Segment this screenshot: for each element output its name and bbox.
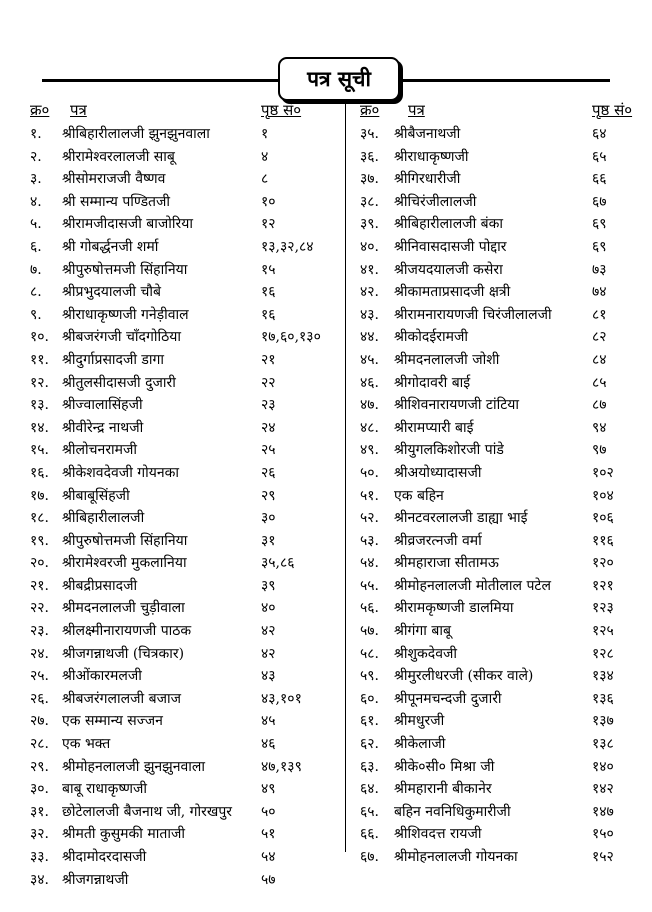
list-item bbox=[30, 258, 348, 281]
list-item bbox=[30, 122, 348, 145]
entry-title: श्रीमधुरजी bbox=[394, 713, 445, 730]
list-item bbox=[30, 190, 348, 213]
entry-title: श्रीमती कुसुमकी माताजी bbox=[62, 826, 185, 843]
entry-page: ५१ bbox=[261, 826, 276, 843]
entry-number: ४५. bbox=[360, 351, 380, 368]
entry-title: श्रीबिहारीलालजी बंका bbox=[394, 216, 504, 233]
list-item bbox=[360, 212, 642, 235]
entry-title: श्रीबिहारीलालजी bbox=[62, 510, 145, 527]
entry-title: श्री सम्मान्य पण्डितजी bbox=[62, 193, 171, 210]
list-item bbox=[30, 642, 348, 665]
entry-title: श्रीगिरधारीजी bbox=[394, 171, 461, 188]
entry-number: ३१. bbox=[30, 803, 50, 820]
entry-page: १३,३२,८४ bbox=[261, 238, 314, 255]
entry-page: ६६ bbox=[592, 171, 607, 188]
entry-title: श्रीमुरलीधरजी (सीकर वाले) bbox=[394, 668, 534, 685]
list-item bbox=[30, 596, 348, 619]
list-item bbox=[360, 845, 642, 868]
list-item bbox=[30, 574, 348, 597]
entry-title: श्रीचिरंजीलालजी bbox=[394, 193, 477, 210]
list-item bbox=[360, 280, 642, 303]
list-item bbox=[360, 325, 642, 348]
entry-number: १२. bbox=[30, 374, 50, 391]
entry-number: ३२. bbox=[30, 826, 50, 843]
entry-page: ४२ bbox=[261, 623, 276, 640]
entry-page: १० bbox=[261, 193, 276, 210]
entry-page: ६४ bbox=[592, 126, 607, 142]
entry-page: ५० bbox=[261, 803, 276, 820]
entry-page: २५ bbox=[261, 442, 276, 459]
list-item bbox=[30, 619, 348, 642]
entry-title: श्रीकेशवदेवजी गोयनका bbox=[62, 464, 180, 481]
entry-page: १७,६०,१३० bbox=[261, 329, 321, 346]
list-item bbox=[360, 642, 642, 665]
entry-number: ३९. bbox=[360, 216, 380, 233]
entry-number: १. bbox=[30, 126, 42, 142]
entry-title: श्रीज्वालासिंहजी bbox=[62, 397, 143, 414]
entry-number: ३८. bbox=[360, 193, 380, 210]
list-item bbox=[30, 484, 348, 507]
header-title: पत्र bbox=[70, 101, 87, 119]
entry-number: ४८. bbox=[360, 419, 380, 436]
entry-title: श्रीमहारानी बीकानेर bbox=[394, 781, 492, 798]
list-item bbox=[30, 167, 348, 190]
entry-number: ३७. bbox=[360, 171, 380, 188]
list-item bbox=[30, 280, 348, 303]
entry-title: श्रीराधाकृष्णजी गनेड़ीवाल bbox=[62, 306, 189, 323]
list-item bbox=[30, 348, 348, 371]
entry-number: १३. bbox=[30, 397, 50, 414]
entry-page: १२८ bbox=[592, 645, 614, 662]
entry-page: १२ bbox=[261, 216, 276, 233]
entry-title: श्रीके०सी० मिश्रा जी bbox=[394, 758, 495, 775]
list-item bbox=[360, 303, 642, 326]
entry-page: ४९ bbox=[261, 781, 276, 798]
entry-page: ९४ bbox=[592, 419, 607, 436]
entry-page: १४० bbox=[592, 758, 614, 775]
entry-number: ४०. bbox=[360, 238, 380, 255]
entry-page: १०२ bbox=[592, 464, 614, 481]
entry-title: श्रीमोहनलालजी गोयनका bbox=[394, 849, 518, 865]
entry-title: श्रीकोदईरामजी bbox=[394, 329, 468, 346]
list-item bbox=[360, 529, 642, 552]
list-item bbox=[30, 506, 348, 529]
list-item bbox=[30, 461, 348, 484]
entry-number: ४१. bbox=[360, 261, 380, 278]
entry-number: २. bbox=[30, 148, 42, 165]
entry-title: श्रीपुरुषोत्तमजी सिंहानिया bbox=[62, 261, 188, 278]
right-letter-list bbox=[360, 122, 642, 868]
entry-number: १४. bbox=[30, 419, 50, 436]
entry-number: ८. bbox=[30, 284, 42, 301]
entry-page: १२५ bbox=[592, 623, 614, 640]
list-item bbox=[360, 190, 642, 213]
list-item bbox=[360, 551, 642, 574]
entry-number: ४३. bbox=[360, 306, 380, 323]
entry-number: ४. bbox=[30, 193, 42, 210]
entry-number: ६. bbox=[30, 238, 42, 255]
entry-page: २४ bbox=[261, 419, 276, 436]
list-item bbox=[30, 416, 348, 439]
list-item bbox=[360, 348, 642, 371]
entry-number: ५८. bbox=[360, 645, 380, 662]
entry-page: ११६ bbox=[592, 532, 614, 549]
entry-title: श्रीरामप्यारी बाई bbox=[394, 419, 474, 436]
entry-title: श्रीप्रभुदयालजी चौबे bbox=[62, 284, 161, 301]
entry-title: श्रीकामताप्रसादजी क्षत्री bbox=[394, 284, 511, 301]
entry-page: १०६ bbox=[592, 510, 614, 527]
entry-number: ५२. bbox=[360, 510, 380, 527]
entry-title: एक भक्त bbox=[62, 736, 111, 753]
entry-page: १५ bbox=[261, 261, 276, 278]
right-header bbox=[360, 98, 642, 122]
entry-title: बहिन नवनिधिकुमारीजी bbox=[394, 803, 511, 820]
entry-number: ५४. bbox=[360, 555, 380, 572]
entry-page: ३१ bbox=[261, 532, 276, 549]
entry-title: श्रीरामकृष्णजी डालमिया bbox=[394, 600, 514, 617]
header-page: पृष्ठ सं० bbox=[261, 101, 302, 119]
list-item bbox=[360, 461, 642, 484]
entry-title: श्रीबिहारीलालजी झुनझुनवाला bbox=[62, 126, 210, 142]
list-item bbox=[360, 822, 642, 845]
entry-title: श्रीमदनलालजी चुड़ीवाला bbox=[62, 600, 185, 617]
entry-number: ४७. bbox=[360, 397, 380, 414]
entry-page: १२० bbox=[592, 555, 614, 572]
entry-number: ७. bbox=[30, 261, 42, 278]
entry-title: श्रीबजरंगलालजी बजाज bbox=[62, 690, 181, 707]
list-item bbox=[360, 574, 642, 597]
list-item bbox=[30, 709, 348, 732]
list-item bbox=[30, 235, 348, 258]
list-item bbox=[30, 212, 348, 235]
entry-page: ५४ bbox=[261, 849, 276, 865]
entry-number: ५५. bbox=[360, 577, 380, 594]
entry-number: २६. bbox=[30, 690, 50, 707]
list-item bbox=[360, 596, 642, 619]
entry-page: ८१ bbox=[592, 306, 607, 323]
list-item bbox=[30, 438, 348, 461]
entry-title: श्रीजयदयालजी कसेरा bbox=[394, 261, 503, 278]
entry-title: श्रीरामजीदासजी बाजोरिया bbox=[62, 216, 193, 233]
entry-title: एक सम्मान्य सज्जन bbox=[62, 713, 163, 730]
entry-number: ६०. bbox=[360, 690, 380, 707]
entry-number: ४४. bbox=[360, 329, 380, 346]
entry-page: १५० bbox=[592, 826, 614, 843]
entry-title: श्रीशिवनारायणजी टांटिया bbox=[394, 397, 520, 414]
entry-title: श्रीगंगा बाबू bbox=[394, 623, 451, 640]
entry-page: ५७ bbox=[261, 871, 276, 888]
list-item bbox=[360, 145, 642, 168]
entry-number: ६१. bbox=[360, 713, 380, 730]
entry-title: श्रीबद्रीप्रसादजी bbox=[62, 577, 138, 594]
entry-page: ९७ bbox=[592, 442, 607, 459]
page-title: पत्र सूची bbox=[278, 57, 400, 101]
entry-title: श्रीमदनलालजी जोशी bbox=[394, 351, 500, 368]
entry-page: १६ bbox=[261, 284, 276, 301]
entry-page: ४७,१३९ bbox=[261, 758, 302, 775]
entry-number: ३६. bbox=[360, 148, 380, 165]
list-item bbox=[30, 868, 348, 891]
entry-title: श्रीनिवासदासजी पोद्दार bbox=[394, 238, 507, 255]
list-item bbox=[360, 619, 642, 642]
entry-title: श्रीमोहनलालजी झुनझुनवाला bbox=[62, 758, 206, 775]
entry-page: १२३ bbox=[592, 600, 614, 617]
left-header bbox=[30, 98, 348, 122]
left-column bbox=[30, 98, 348, 890]
entry-number: २३. bbox=[30, 623, 50, 640]
entry-number: २४. bbox=[30, 645, 50, 662]
list-item bbox=[30, 800, 348, 823]
entry-title: श्रीनटवरलालजी डाह्या भाई bbox=[394, 510, 528, 527]
entry-page: १३८ bbox=[592, 736, 614, 753]
entry-number: ६३. bbox=[360, 758, 380, 775]
list-item bbox=[360, 800, 642, 823]
entry-page: १५२ bbox=[592, 849, 614, 865]
entry-title: श्रीपूनमचन्दजी दुजारी bbox=[394, 690, 502, 707]
entry-page: ३५,८६ bbox=[261, 555, 295, 572]
entry-title: श्रीगोदावरी बाई bbox=[394, 374, 471, 391]
entry-page: १३४ bbox=[592, 668, 614, 685]
list-item bbox=[30, 845, 348, 868]
entry-title: श्रीदामोदरदासजी bbox=[62, 849, 147, 865]
entry-page: ६९ bbox=[592, 216, 607, 233]
entry-title: श्री गोबर्द्धनजी शर्मा bbox=[62, 238, 159, 255]
entry-page: ३० bbox=[261, 510, 276, 527]
entry-title: श्रीराधाकृष्णजी bbox=[394, 148, 469, 165]
entry-number: २५. bbox=[30, 668, 50, 685]
entry-page: ६५ bbox=[592, 148, 607, 165]
entry-page: ४ bbox=[261, 148, 269, 165]
entry-number: १५. bbox=[30, 442, 50, 459]
entry-title: श्रीयुगलकिशोरजी पांडे bbox=[394, 442, 504, 459]
entry-page: ६९ bbox=[592, 238, 607, 255]
entry-number: ६४. bbox=[360, 781, 380, 798]
entry-page: ८४ bbox=[592, 351, 607, 368]
right-column bbox=[360, 98, 642, 868]
entry-page: १४२ bbox=[592, 781, 614, 798]
list-item bbox=[360, 235, 642, 258]
entry-number: ३०. bbox=[30, 781, 50, 798]
entry-title: श्रीशुकदेवजी bbox=[394, 645, 458, 662]
entry-page: ४२ bbox=[261, 645, 276, 662]
entry-number: २७. bbox=[30, 713, 50, 730]
left-letter-list bbox=[30, 122, 348, 890]
entry-title: एक बहिन bbox=[394, 487, 444, 504]
entry-number: ११. bbox=[30, 351, 50, 368]
list-item bbox=[30, 777, 348, 800]
entry-number: २१. bbox=[30, 577, 50, 594]
entry-number: ६२. bbox=[360, 736, 380, 753]
entry-page: २३ bbox=[261, 397, 276, 414]
entry-title: श्रीरामेश्वरजी मुकलानिया bbox=[62, 555, 187, 572]
list-item bbox=[30, 393, 348, 416]
entry-title: श्रीमहाराजा सीतामऊ bbox=[394, 555, 499, 572]
list-item bbox=[360, 484, 642, 507]
list-item bbox=[30, 664, 348, 687]
entry-number: २९. bbox=[30, 758, 50, 775]
list-item bbox=[30, 822, 348, 845]
entry-page: २६ bbox=[261, 464, 276, 481]
entry-number: ४९. bbox=[360, 442, 380, 459]
entry-number: ६६. bbox=[360, 826, 380, 843]
entry-title: श्रीतुलसीदासजी दुजारी bbox=[62, 374, 176, 391]
entry-title: छोटेलालजी बैजनाथ जी, गोरखपुर bbox=[62, 803, 233, 820]
list-item bbox=[360, 416, 642, 439]
list-item bbox=[360, 687, 642, 710]
entry-number: ६७. bbox=[360, 849, 380, 865]
entry-number: १६. bbox=[30, 464, 50, 481]
list-item bbox=[30, 303, 348, 326]
list-item bbox=[30, 551, 348, 574]
list-item bbox=[30, 529, 348, 552]
entry-title: श्रीबाबूसिंहजी bbox=[62, 487, 130, 504]
entry-title: श्रीलोचनरामजी bbox=[62, 442, 138, 459]
entry-title: श्रीजगन्नाथजी bbox=[62, 871, 129, 888]
entry-number: १७. bbox=[30, 487, 50, 504]
list-item bbox=[360, 167, 642, 190]
list-item bbox=[360, 664, 642, 687]
entry-title: श्रीरामेश्वरलालजी साबू bbox=[62, 148, 175, 165]
entry-number: ३४. bbox=[30, 871, 50, 888]
entry-number: ३. bbox=[30, 171, 42, 188]
entry-page: ७४ bbox=[592, 284, 607, 301]
entry-number: २८. bbox=[30, 736, 50, 753]
list-item bbox=[360, 709, 642, 732]
entry-number: १०. bbox=[30, 329, 50, 346]
list-item bbox=[360, 755, 642, 778]
entry-number: ५१. bbox=[360, 487, 380, 504]
entry-page: ४५ bbox=[261, 713, 276, 730]
list-item bbox=[30, 732, 348, 755]
entry-number: १९. bbox=[30, 532, 50, 549]
entry-number: ४६. bbox=[360, 374, 380, 391]
header-number: क्र० bbox=[360, 101, 380, 119]
entry-title: श्रीव्रजरत्नजी वर्मा bbox=[394, 532, 482, 549]
entry-number: ५. bbox=[30, 216, 42, 233]
header-page: पृष्ठ सं० bbox=[592, 101, 633, 119]
entry-title: श्रीबैजनाथजी bbox=[394, 126, 461, 142]
entry-page: १६ bbox=[261, 306, 276, 323]
entry-number: ५०. bbox=[360, 464, 380, 481]
entry-page: ६७ bbox=[592, 193, 607, 210]
entry-number: ३५. bbox=[360, 126, 380, 142]
entry-page: ८ bbox=[261, 171, 269, 188]
entry-title: श्रीसोमराजजी वैष्णव bbox=[62, 171, 166, 188]
list-item bbox=[360, 777, 642, 800]
entry-title: श्रीबजरंगजी चाँदगोठिया bbox=[62, 329, 181, 346]
list-item bbox=[30, 687, 348, 710]
list-item bbox=[360, 732, 642, 755]
entry-title: श्रीदुर्गाप्रसादजी डागा bbox=[62, 351, 165, 368]
entry-title: श्रीओंकारमलजी bbox=[62, 668, 142, 685]
list-item bbox=[360, 122, 642, 145]
list-item bbox=[360, 258, 642, 281]
entry-title: श्रीपुरुषोत्तमजी सिंहानिया bbox=[62, 532, 188, 549]
entry-number: ३३. bbox=[30, 849, 50, 865]
entry-page: ४६ bbox=[261, 736, 276, 753]
list-item bbox=[30, 755, 348, 778]
entry-page: ३९ bbox=[261, 577, 276, 594]
entry-page: १ bbox=[261, 126, 269, 142]
entry-page: १४७ bbox=[592, 803, 614, 820]
entry-page: २२ bbox=[261, 374, 276, 391]
entry-title: बाबू राधाकृष्णजी bbox=[62, 781, 148, 798]
entry-number: १८. bbox=[30, 510, 50, 527]
entry-page: २९ bbox=[261, 487, 276, 504]
entry-page: ४३ bbox=[261, 668, 276, 685]
entry-number: २०. bbox=[30, 555, 50, 572]
list-item bbox=[360, 393, 642, 416]
header-title: पत्र bbox=[408, 101, 425, 119]
list-item bbox=[30, 145, 348, 168]
entry-title: श्रीरामनारायणजी चिरंजीलालजी bbox=[394, 306, 552, 323]
entry-title: श्रीलक्ष्मीनारायणजी पाठक bbox=[62, 623, 192, 640]
entry-title: श्रीवीरेन्द्र नाथजी bbox=[62, 419, 144, 436]
entry-page: १३६ bbox=[592, 690, 614, 707]
entry-page: ८७ bbox=[592, 397, 607, 414]
entry-title: श्रीकेलाजी bbox=[394, 736, 446, 753]
entry-page: ४३,१०१ bbox=[261, 690, 302, 707]
entry-page: १३७ bbox=[592, 713, 614, 730]
entry-number: ५६. bbox=[360, 600, 380, 617]
entry-number: ५९. bbox=[360, 668, 380, 685]
list-item bbox=[30, 371, 348, 394]
entry-page: १२१ bbox=[592, 577, 614, 594]
entry-page: ४० bbox=[261, 600, 276, 617]
entry-title: श्रीमोहनलालजी मोतीलाल पटेल bbox=[394, 577, 551, 594]
list-item bbox=[30, 325, 348, 348]
entry-title: श्रीशिवदत्त रायजी bbox=[394, 826, 482, 843]
entry-number: ५७. bbox=[360, 623, 380, 640]
entry-number: ६५. bbox=[360, 803, 380, 820]
entry-number: ५३. bbox=[360, 532, 380, 549]
entry-title: श्रीजगन्नाथजी (चित्रकार) bbox=[62, 645, 185, 662]
entry-page: ८२ bbox=[592, 329, 607, 346]
entry-number: ९. bbox=[30, 306, 42, 323]
entry-page: ८५ bbox=[592, 374, 607, 391]
entry-page: १०४ bbox=[592, 487, 614, 504]
header-number: क्र० bbox=[30, 101, 50, 119]
entry-number: २२. bbox=[30, 600, 50, 617]
list-item bbox=[360, 506, 642, 529]
list-item bbox=[360, 371, 642, 394]
entry-page: २१ bbox=[261, 351, 276, 368]
list-item bbox=[360, 438, 642, 461]
entry-title: श्रीअयोध्यादासजी bbox=[394, 464, 482, 481]
entry-page: ७३ bbox=[592, 261, 607, 278]
entry-number: ४२. bbox=[360, 284, 380, 301]
